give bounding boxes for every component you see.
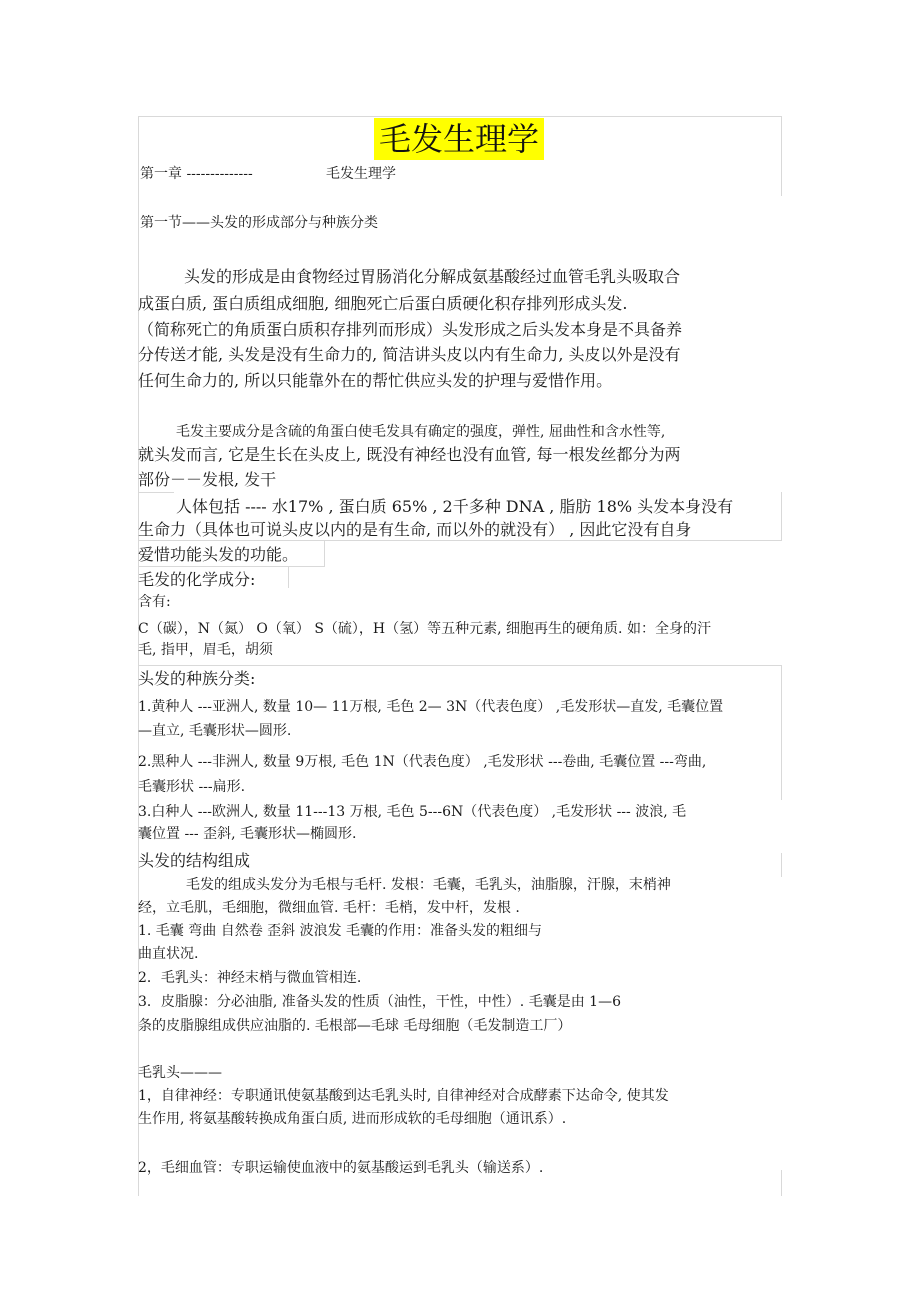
- para1-line: 任何生命力的, 所以只能靠外在的帮忙供应头发的护理与爱惜作用。: [138, 371, 613, 390]
- para3-line: 人体包括 ---- 水17% , 蛋白质 65% , 2千多种 DNA , 脂肪 18% 头发本身没有: [176, 497, 734, 516]
- para1-line: 头发的形成是由食物经过胃肠消化分解成氨基酸经过血管毛乳头吸取合: [184, 267, 681, 286]
- para1-line: （简称死亡的角质蛋白质积存排列而形成）头发形成之后头发本身是不具备养: [138, 320, 683, 339]
- struct-heading: 头发的结构组成: [138, 851, 251, 870]
- page-title: 毛发生理学: [378, 120, 539, 158]
- para3-line: 爱惜功能头发的功能。: [138, 545, 299, 564]
- section-heading: 第一节——头发的形成部分与种族分类: [140, 215, 378, 231]
- para1-line: 分传送才能, 头发是没有生命力的, 简洁讲头皮以内有生命力, 头皮以外是没有: [138, 345, 681, 364]
- chapter-title: 毛发生理学: [326, 166, 396, 182]
- right-rule-1: [781, 116, 782, 196]
- chem-line: 毛, 指甲，眉毛，胡须: [138, 642, 273, 658]
- chem-heading: 毛发的化学成分:: [138, 570, 256, 589]
- para3-line: 生命力（具体也可说头皮以内的是有生命, 而以外的就没有） , 因此它没有自身: [138, 520, 692, 539]
- papilla-line: 生作用, 将氨基酸转换成角蛋白质, 进而形成软的毛母细胞（通讯系）.: [138, 1111, 567, 1127]
- struct-line: 3．皮脂腺：分必油脂, 准备头发的性质（油性，干性，中性）. 毛囊是由 1—6: [138, 994, 621, 1010]
- para2-line: 就头发而言, 它是生长在头皮上, 既没有神经也没有血管, 每一根发丝都分为两: [138, 445, 681, 464]
- struct-line: 1. 毛囊 弯曲 自然卷 歪斜 波浪发 毛囊的作用：准备头发的粗细与: [138, 923, 543, 939]
- para1-line: 成蛋白质, 蛋白质组成细胞, 细胞死亡后蛋白质硬化积存排列形成头发.: [138, 294, 628, 313]
- struct-line: 毛发的组成头发分为毛根与毛杆. 发根：毛囊，毛乳头，油脂腺，汗腺，末梢神: [186, 877, 671, 893]
- race-right-rule: [781, 665, 782, 695]
- race-line: 1.黄种人 ---亚洲人, 数量 10— 11万根, 毛色 2— 3N（代表色度） ,毛发形状—直发, 毛囊位置: [138, 699, 724, 715]
- race-line: 囊位置 --- 歪斜, 毛囊形状—椭圆形.: [138, 826, 357, 842]
- struct-line: 条的皮脂腺组成供应油脂的. 毛根部—毛球 毛母细胞（毛发制造工厂）: [138, 1018, 572, 1034]
- chem-contains: 含有:: [138, 594, 171, 610]
- para2-line: 部份－－发根, 发干: [138, 470, 277, 489]
- chapter-prefix: 第一章 --------------: [140, 166, 253, 182]
- struct-line: 2．毛乳头：神经末梢与微血管相连.: [138, 970, 362, 986]
- right-rule-3: [781, 1170, 782, 1196]
- struct-line: 经，立毛肌，毛细胞，微细血管. 毛杆：毛梢，发中杆，发根 .: [138, 900, 520, 916]
- papilla-line: 1，自律神经：专职通讯使氨基酸到达毛乳头时, 自律神经对合成酵素下达命令, 使其发: [138, 1088, 669, 1104]
- para3-left-tick: [138, 492, 174, 493]
- race-heading: 头发的种族分类:: [138, 669, 256, 688]
- chem-line: C（碳），N（氮） O（氧） S（硫），H（氢）等五种元素, 细胞再生的硬角质. 如：全身的汗: [138, 621, 711, 637]
- right-rule-2: [781, 680, 782, 800]
- struct-line: 曲直状况.: [138, 946, 199, 962]
- chem-tick: [288, 566, 289, 588]
- papilla-heading: 毛乳头———: [138, 1065, 222, 1081]
- race-rule: [138, 665, 781, 666]
- papilla-line: 2，毛细血管：专职运输使血液中的氨基酸运到毛乳头（输送系）.: [138, 1160, 544, 1176]
- struct-right-rule: [781, 853, 782, 877]
- race-line: 3.白种人 ---欧洲人, 数量 11---13 万根, 毛色 5---6N（代表色度） ,毛发形状 --- 波浪, 毛: [138, 804, 687, 820]
- race-line: —直立, 毛囊形状—圆形.: [138, 723, 292, 739]
- race-line: 2.黑种人 ---非洲人, 数量 9万根, 毛色 1N（代表色度） ,毛发形状 ---卷曲, 毛囊位置 ---弯曲,: [138, 754, 707, 770]
- top-rule: [138, 116, 781, 117]
- para2-line: 毛发主要成分是含硫的角蛋白使毛发具有确定的强度，弹性, 屈曲性和含水性等,: [176, 424, 666, 440]
- race-line: 毛囊形状 ---扁形.: [138, 779, 246, 795]
